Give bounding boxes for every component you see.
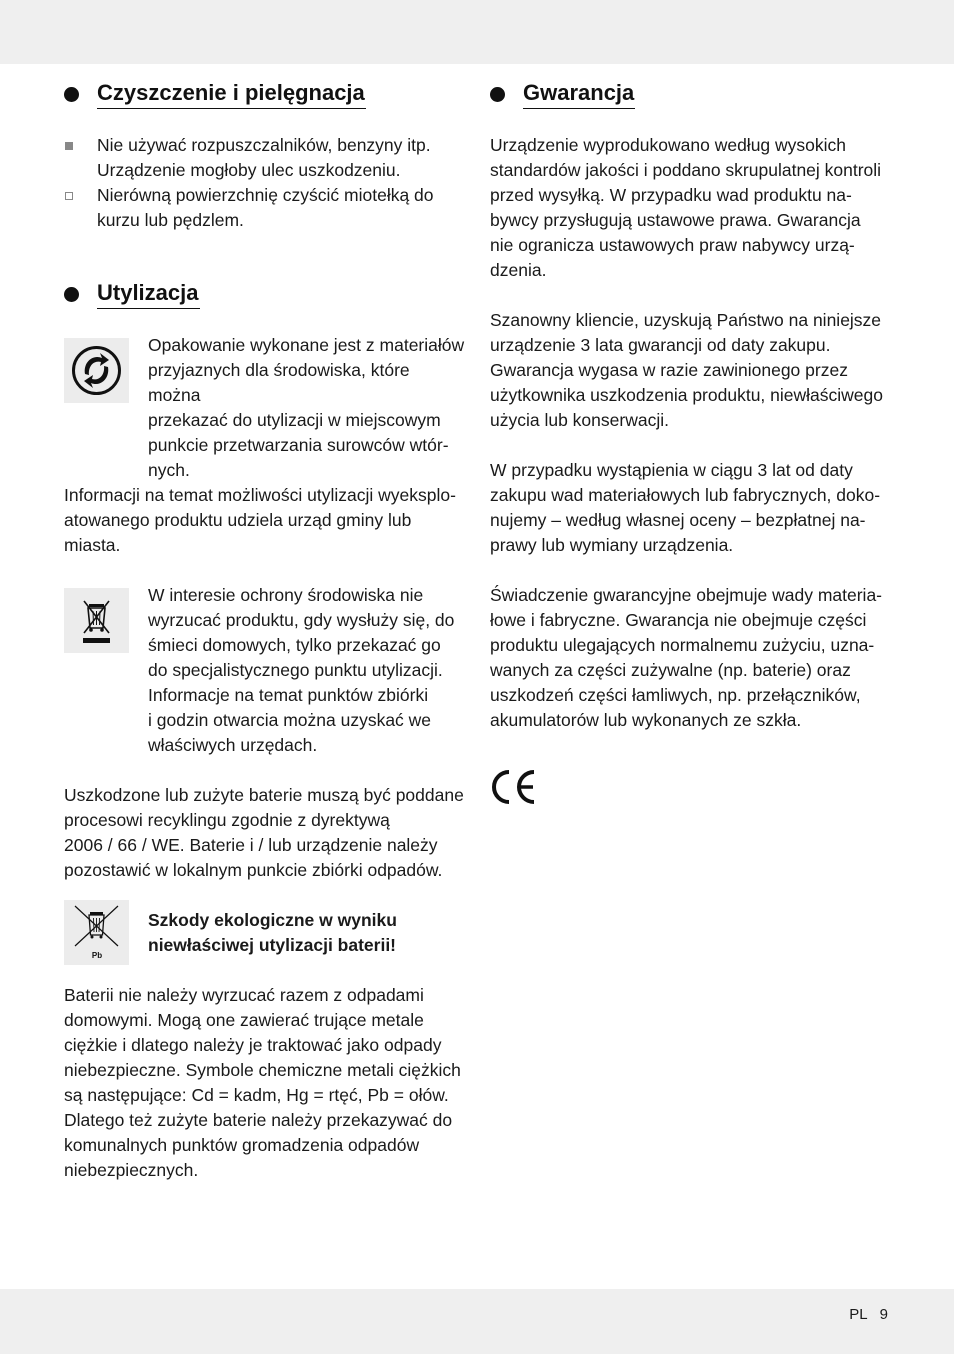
text-line: Uszkodzone lub zużyte baterie muszą być poddane	[64, 785, 464, 805]
section-heading-warranty	[490, 80, 635, 109]
text-line: przyjaznych dla środowiska, które można	[148, 360, 410, 405]
text-line: komunalnych punktów gromadzenia odpadów	[64, 1135, 420, 1155]
bullet-dot-icon	[64, 287, 79, 302]
text-line: W przypadku wystąpienia w ciągu 3 lat od daty	[490, 460, 853, 480]
pb-label: Pb	[91, 951, 103, 960]
environment-text	[148, 583, 466, 758]
text-line: Baterii nie należy wyrzucać razem z odpadami	[64, 985, 424, 1005]
text-line: użytkownika uszkodzenia produktu, niewłaściwego	[490, 385, 883, 405]
bullet-dot-icon	[490, 87, 505, 102]
text-line: Gwarancja wygasa w razie zawinionego przez	[490, 360, 848, 380]
warranty-paragraph-4	[490, 583, 892, 733]
warranty-paragraph-3	[490, 458, 892, 558]
text-line: W interesie ochrony środowiska nie	[148, 585, 424, 605]
text-line: nie ogranicza ustawowych praw nabywcy urzą-	[490, 235, 855, 255]
text-line: punkcie przetwarzania surowców wtór-	[148, 435, 449, 455]
page-header-band	[0, 0, 954, 64]
section-heading-disposal	[64, 280, 200, 309]
text-line: nujemy – według własnej oceny – bezpłatnej na-	[490, 510, 866, 530]
text-line: ciężkie i dlatego należy je traktować jako odpady	[64, 1035, 442, 1055]
text-line: uszkodzeń części łamliwych, np. przełączników,	[490, 685, 861, 705]
text-line: procesowi recyklingu zgodnie z dyrektywą	[64, 810, 390, 830]
text-line: atowanego produktu udziela urząd gminy lub	[64, 510, 412, 530]
text-line: śmieci domowych, tylko przekazać go	[148, 635, 441, 655]
recycling-green-dot-icon	[64, 338, 129, 403]
heading-text: Utylizacja	[97, 280, 200, 309]
language-code: PL	[849, 1306, 868, 1323]
text-line: właściwych urzędach.	[148, 735, 318, 755]
text-line: domowymi. Mogą one zawierać trujące metale	[64, 1010, 424, 1030]
text-line: przed wysyłką. W przypadku wad produktu na-	[490, 185, 852, 205]
text-line: Szkody ekologiczne w wyniku	[148, 910, 397, 930]
text-line: wanych za części zużywalne (np. baterie) oraz	[490, 660, 851, 680]
text-line: przekazać do utylizacji w miejscowym	[148, 410, 441, 430]
square-bullet-icon	[65, 192, 73, 200]
bullet-line: kurzu lub pędzlem.	[97, 210, 244, 230]
text-line: Informacje na temat punktów zbiórki	[148, 685, 429, 705]
text-line: pozostawić w lokalnym punkcie zbiórki odpadów.	[64, 860, 443, 880]
section-heading-cleaning	[64, 80, 366, 109]
text-line: niewłaściwej utylizacji baterii!	[148, 935, 397, 955]
battery-bin-pb-icon	[64, 900, 129, 965]
warning-text	[148, 908, 466, 958]
text-line: 2006 / 66 / WE. Baterie i / lub urządzenie należy	[64, 835, 438, 855]
warranty-paragraph-1	[490, 133, 892, 283]
text-line: prawy lub wymiany urządzenia.	[490, 535, 734, 555]
text-line: niebezpiecznych.	[64, 1160, 199, 1180]
disposal-info-text	[64, 483, 466, 558]
text-line: wyrzucać produktu, gdy wysłuży się, do	[148, 610, 455, 630]
text-line: łowe i fabryczne. Gwarancja nie obejmuje części	[490, 610, 867, 630]
text-line: Opakowanie wykonane jest z materiałów	[148, 335, 465, 355]
text-line: urządzenie 3 lata gwarancji od daty zakupu.	[490, 335, 831, 355]
text-line: Szanowny kliencie, uzyskują Państwo na niniejsze	[490, 310, 882, 330]
text-line: akumulatorów lub wykonanych ze szkła.	[490, 710, 802, 730]
text-line: niebezpieczne. Symbole chemiczne metali ciężkich	[64, 1060, 461, 1080]
warranty-paragraph-2	[490, 308, 892, 433]
hazard-text	[64, 983, 466, 1183]
text-line: Dlatego też zużyte baterie należy przekazywać do	[64, 1110, 453, 1130]
heading-text: Gwarancja	[523, 80, 635, 109]
ce-mark-icon	[490, 768, 538, 806]
bullet-dot-icon	[64, 87, 79, 102]
text-line: Informacji na temat możliwości utylizacji wyeksplo-	[64, 485, 456, 505]
square-bullet-icon	[65, 142, 73, 150]
bullet-line: Nie używać rozpuszczalników, benzyny itp.	[97, 135, 431, 155]
crossed-bin-icon	[64, 588, 129, 653]
batteries-text	[64, 783, 466, 883]
text-line: użycia lub konserwacji.	[490, 410, 669, 430]
text-line: standardów jakości i poddano skrupulatnej kontroli	[490, 160, 882, 180]
text-line: Urządzenie wyprodukowano według wysokich	[490, 135, 847, 155]
text-line: zakupu wad materiałowych lub fabrycznych, doko-	[490, 485, 881, 505]
bullet-line: Nierówną powierzchnię czyścić miotełką do	[97, 185, 434, 205]
packaging-text	[148, 333, 466, 483]
text-line: miasta.	[64, 535, 121, 555]
text-line: do specjalistycznego punktu utylizacji.	[148, 660, 443, 680]
text-line: bywcy przysługują ustawowe prawa. Gwarancja	[490, 210, 861, 230]
page-footer-band	[0, 1289, 954, 1354]
heading-text: Czyszczenie i pielęgnacja	[97, 80, 366, 109]
text-line: i godzin otwarcia można uzyskać we	[148, 710, 432, 730]
page-number: 9	[879, 1306, 888, 1323]
text-line: są następujące: Cd = kadm, Hg = rtęć, Pb = ołów.	[64, 1085, 449, 1105]
text-line: Świadczenie gwarancyjne obejmuje wady materia-	[490, 585, 882, 605]
page-footer	[849, 1306, 888, 1323]
text-line: dzenia.	[490, 260, 547, 280]
text-line: nych.	[148, 460, 190, 480]
bullet-line: Urządzenie mogłoby ulec uszkodzeniu.	[97, 160, 401, 180]
text-line: produktu ulegających normalnemu zużyciu, uzna-	[490, 635, 875, 655]
